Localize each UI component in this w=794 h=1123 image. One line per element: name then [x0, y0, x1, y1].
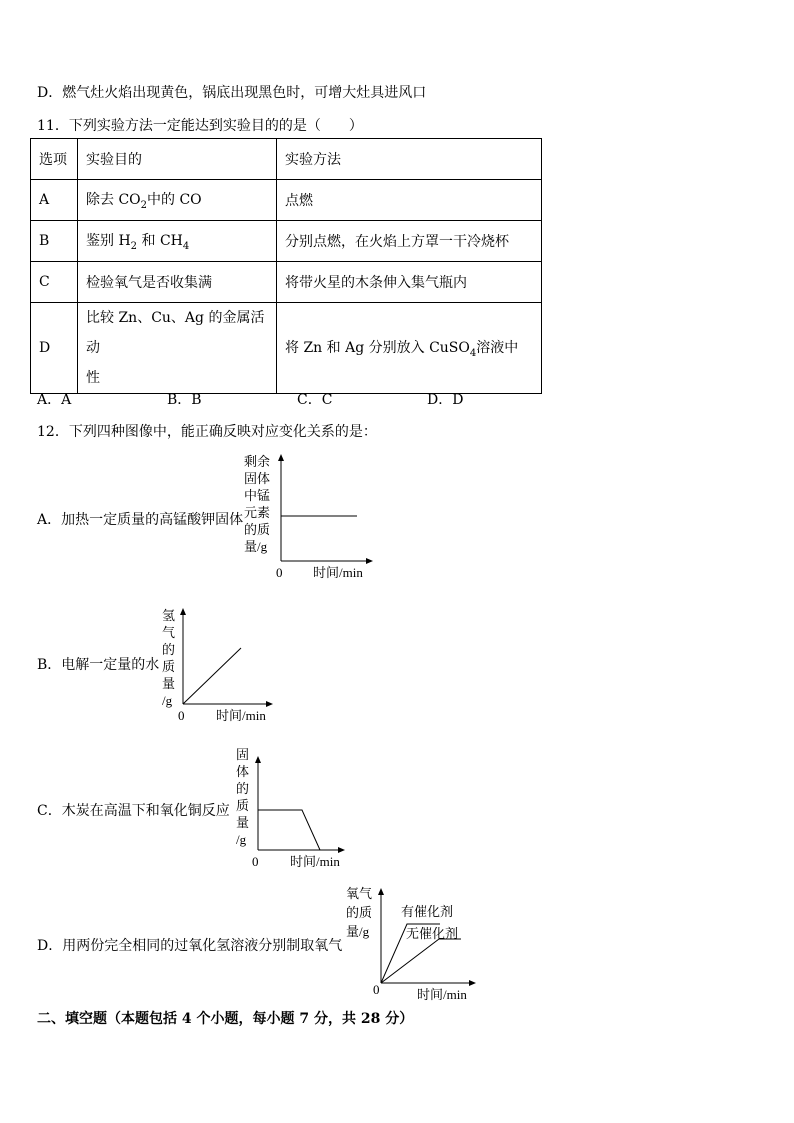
row-purpose: 鉴别 $H_2$ 和 $CH_4$ — [78, 221, 277, 262]
x-arrow-d — [469, 980, 476, 986]
graph-a — [240, 450, 380, 585]
ylabel-b-3: 的 — [162, 642, 176, 657]
origin-d: 0 — [373, 982, 380, 997]
ylabel-c-2: 体 — [236, 764, 250, 779]
origin-b: 0 — [178, 708, 185, 723]
header-purpose: 实验目的 — [78, 139, 277, 180]
ylabel-a-3: 中锰 — [244, 488, 271, 503]
xlabel-a: 时间/min — [313, 565, 363, 580]
ylabel-b-2: 气 — [162, 625, 176, 640]
graph-c — [232, 742, 357, 874]
table-row — [31, 262, 542, 303]
ylabel-d-1: 氧气 — [346, 886, 373, 901]
x-arrow-c — [338, 847, 345, 853]
row-purpose: 检验氧气是否收集满 — [78, 262, 277, 303]
header-option: 选项 — [31, 139, 78, 180]
origin-c: 0 — [252, 854, 259, 869]
y-arrow-c — [255, 756, 261, 763]
ylabel-b-1: 氢 — [162, 608, 176, 623]
option-d-label: D．用两份完全相同的过氧化氢溶液分别制取氧气 — [37, 938, 343, 954]
answer-a: A．A — [37, 392, 72, 408]
xlabel-c: 时间/min — [290, 854, 340, 869]
ylabel-b-5: 量 — [162, 676, 176, 691]
curve-label-no-catalyst: 无催化剂 — [406, 926, 459, 941]
graph-d — [344, 880, 484, 1005]
header-method: 实验方法 — [277, 139, 542, 180]
row-purpose: 比较 Zn、Cu、Ag 的金属活动 性 — [78, 303, 277, 394]
curve-label-catalyst: 有催化剂 — [401, 904, 454, 919]
question-11-title: 11．下列实验方法一定能达到实验目的的是（ ） — [37, 118, 363, 134]
row-option: D — [31, 303, 78, 394]
option-a-label: A．加热一定质量的高锰酸钾固体 — [37, 512, 244, 528]
xlabel-d: 时间/min — [417, 987, 467, 1002]
row-purpose: 除去 $CO_2$中的 CO — [78, 180, 277, 221]
xlabel-b: 时间/min — [216, 708, 266, 723]
row-method: 将 Zn 和 Ag 分别放入 CuSO$_4$溶液中 — [277, 303, 542, 394]
ylabel-c-6: /g — [236, 832, 247, 847]
table-row — [31, 303, 542, 394]
ylabel-c-4: 质 — [236, 798, 250, 813]
y-arrow-a — [278, 454, 284, 461]
curve-no-catalyst — [381, 939, 461, 983]
row-option: C — [31, 262, 78, 303]
ylabel-d-3: 量/g — [346, 924, 370, 939]
row-method: 将带火星的木条伸入集气瓶内 — [277, 262, 542, 303]
answer-d: D．D — [427, 392, 464, 408]
table-header-row — [31, 139, 542, 180]
ylabel-a-6: 量/g — [244, 539, 268, 554]
ylabel-c-5: 量 — [236, 815, 250, 830]
ylabel-c-1: 固 — [236, 747, 250, 762]
ylabel-b-6: /g — [162, 693, 173, 708]
graph-b — [158, 600, 283, 725]
answer-c: C．C — [297, 392, 333, 408]
ylabel-c-3: 的 — [236, 781, 250, 796]
answer-b: B．B — [167, 392, 202, 408]
row-option: A — [31, 180, 78, 221]
ylabel-b-4: 质 — [162, 659, 176, 674]
row-method: 分别点燃，在火焰上方罩一干冷烧杯 — [277, 221, 542, 262]
option-d-line: D．燃气灶火焰出现黄色，锅底出现黑色时，可增大灶具进风口 — [37, 85, 427, 101]
table-row — [31, 221, 542, 262]
row-option: B — [31, 221, 78, 262]
ylabel-a-1: 剩余 — [244, 454, 271, 469]
ylabel-a-2: 固体 — [244, 471, 271, 486]
section-2-heading: 二、填空题（本题包括 4 个小题，每小题 7 分，共 28 分） — [37, 1011, 414, 1027]
question-12-title: 12．下列四种图像中，能正确反映对应变化关系的是： — [37, 424, 377, 440]
table-row — [31, 180, 542, 221]
x-arrow-a — [366, 558, 373, 564]
ylabel-d-2: 的质 — [346, 905, 373, 920]
y-arrow-d — [378, 888, 384, 895]
option-b-label: B．电解一定量的水 — [37, 657, 160, 673]
row-method: 点燃 — [277, 180, 542, 221]
curve-b — [183, 648, 241, 704]
ylabel-a-4: 元素 — [244, 505, 271, 520]
option-c-label: C．木炭在高温下和氧化铜反应 — [37, 803, 230, 819]
experiment-table — [30, 138, 542, 394]
question-11-answers — [37, 389, 557, 409]
x-arrow-b — [266, 701, 273, 707]
origin-a: 0 — [276, 565, 283, 580]
curve-c — [258, 810, 320, 850]
ylabel-a-5: 的质 — [244, 522, 271, 537]
y-arrow-b — [180, 608, 186, 615]
